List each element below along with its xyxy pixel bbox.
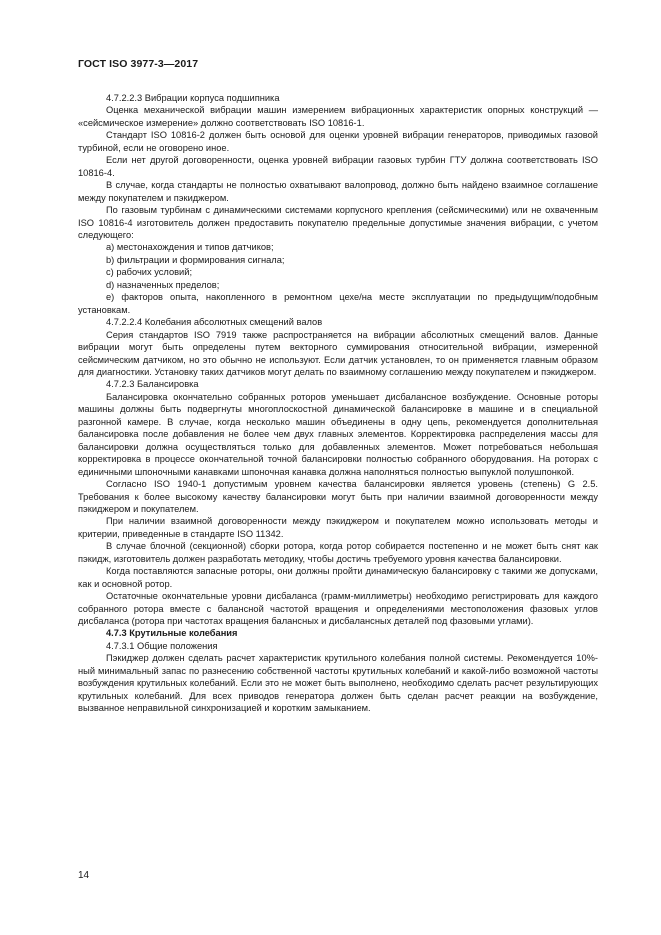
paragraph: В случае, когда стандарты не полностью охватывают валопровод, должно быть найдено взаимное соглашение между покупателем и пэкиджером.	[78, 180, 598, 203]
heading-4-7-3: 4.7.3 Крутильные колебания	[106, 628, 238, 639]
list-item-e: e) факторов опыта, накопленного в ремонтном цехе/на месте эксплуатации по предыдущим/подобным установкам.	[78, 292, 598, 315]
paragraph: Согласно ISO 1940-1 допустимым уровнем качества балансировки является уровень (степень) G 2.5. Требования к более высокому качеству балансировки могут быть при наличии взаимной договоренности между пэкиджером и покупателем.	[78, 479, 598, 514]
paragraph: Остаточные окончательные уровни дисбаланса (грамм-миллиметры) необходимо регистрировать для каждого собранного ротора вместе с балансной частотой вращения и определениями местоположения фазовых углов дисбаланса (ротора при частотах вращения балансных и дисбалансных деталей под фазовыми углами).	[78, 591, 598, 627]
list-item-a: a) местонахождения и типов датчиков;	[106, 242, 274, 253]
list-item-b: b) фильтрации и формирования сигнала;	[106, 254, 285, 265]
list-item-c: c) рабочих условий;	[106, 267, 193, 278]
heading-4-7-2-3: 4.7.2.3 Балансировка	[106, 379, 199, 390]
heading-4-7-3-1: 4.7.3.1 Общие положения	[106, 640, 218, 651]
paragraph: Стандарт ISO 10816-2 должен быть основой для оценки уровней вибрации генераторов, приводимых газовой турбиной, если не оговорено иное.	[78, 130, 598, 153]
paragraph: Балансировка окончательно собранных роторов уменьшает дисбалансное возбуждение. Основные роторы машины должны быть подвергнуты многоплоскостной динамической балансировке в машине и в специальной разгонной камере. В случае, когда несколько машин объединены в одну цепь, рекомендуется дополнительная балансировка после добавления не более чем двух главных элементов. Корректировка распределения массы для балансировки должна осуществляться только для добавленных элементов. Может потребоваться небольшая корректировка в процессе окончательной точной балансировки полностью собранного оборудования. На роторах с единичными шпоночными канавками шпоночная канавка должна наполняться полностью выпуклой полушпонкой.	[78, 391, 598, 477]
paragraph: Пэкиджер должен сделать расчет характеристик крутильного колебания полной системы. Рекомендуется 10%-ный минимальный запас по разнесению собственной частоты крутильных колебаний и какой-либо возможной частоты возбуждения крутильных колебаний. Если это не может быть выполнено, необходимо сделать расчет результирующих крутильных колебаний. Для всех приводов генератора должен быть сделан расчет реакции на возбуждение, вызванное неправильной синхронизацией и коротким замыканием.	[78, 653, 598, 714]
paragraph: В случае блочной (секционной) сборки ротора, когда ротор собирается постепенно и не может быть снят как пэкидж, изготовитель должен разработать методику, чтобы достичь требуемого уровня качества балансировки.	[78, 541, 598, 564]
paragraph: Оценка механической вибрации машин измерением вибрационных характеристик опорных конструкций — «сейсмическое измерение» должно соответствовать ISO 10816-1.	[78, 105, 598, 128]
paragraph: Когда поставляются запасные роторы, они должны пройти динамическую балансировку с такими же допусками, как и основной ротор.	[78, 566, 598, 589]
heading-4-7-2-2-3: 4.7.2.2.3 Вибрации корпуса подшипника	[106, 93, 280, 103]
heading-4-7-2-2-4: 4.7.2.2.4 Колебания абсолютных смещений валов	[106, 317, 323, 328]
paragraph: Если нет другой договоренности, оценка уровней вибрации газовых турбин ГТУ должна соответствовать ISO 10816-4.	[78, 155, 598, 178]
list-item-d: d) назначенных пределов;	[106, 279, 220, 290]
document-body	[78, 92, 598, 715]
page-number: 14	[78, 870, 90, 881]
document-code-header: ГОСТ ISO 3977-3—2017	[78, 58, 199, 70]
paragraph: Серия стандартов ISO 7919 также распространяется на вибрации абсолютных смещений валов. Данные вибрации могут быть определены путем векторного суммирования относительной вибрации, измеренной сейсмическим датчиком, но это обычно не используют. Если датчик установлен, то он применяется главным образом для диагностики. Установку таких датчиков могут делать по взаимному соглашению между покупателем и пэкиджером.	[78, 329, 598, 377]
paragraph: При наличии взаимной договоренности между пэкиджером и покупателем можно использовать методы и критерии, приведенные в стандарте ISO 11342.	[78, 516, 598, 539]
paragraph: По газовым турбинам с динамическими системами корпусного крепления (сейсмическими) или не охваченным ISO 10816-4 изготовитель должен предоставить покупателю предельные допустимые значения вибрации, с учетом следующего:	[78, 205, 598, 240]
